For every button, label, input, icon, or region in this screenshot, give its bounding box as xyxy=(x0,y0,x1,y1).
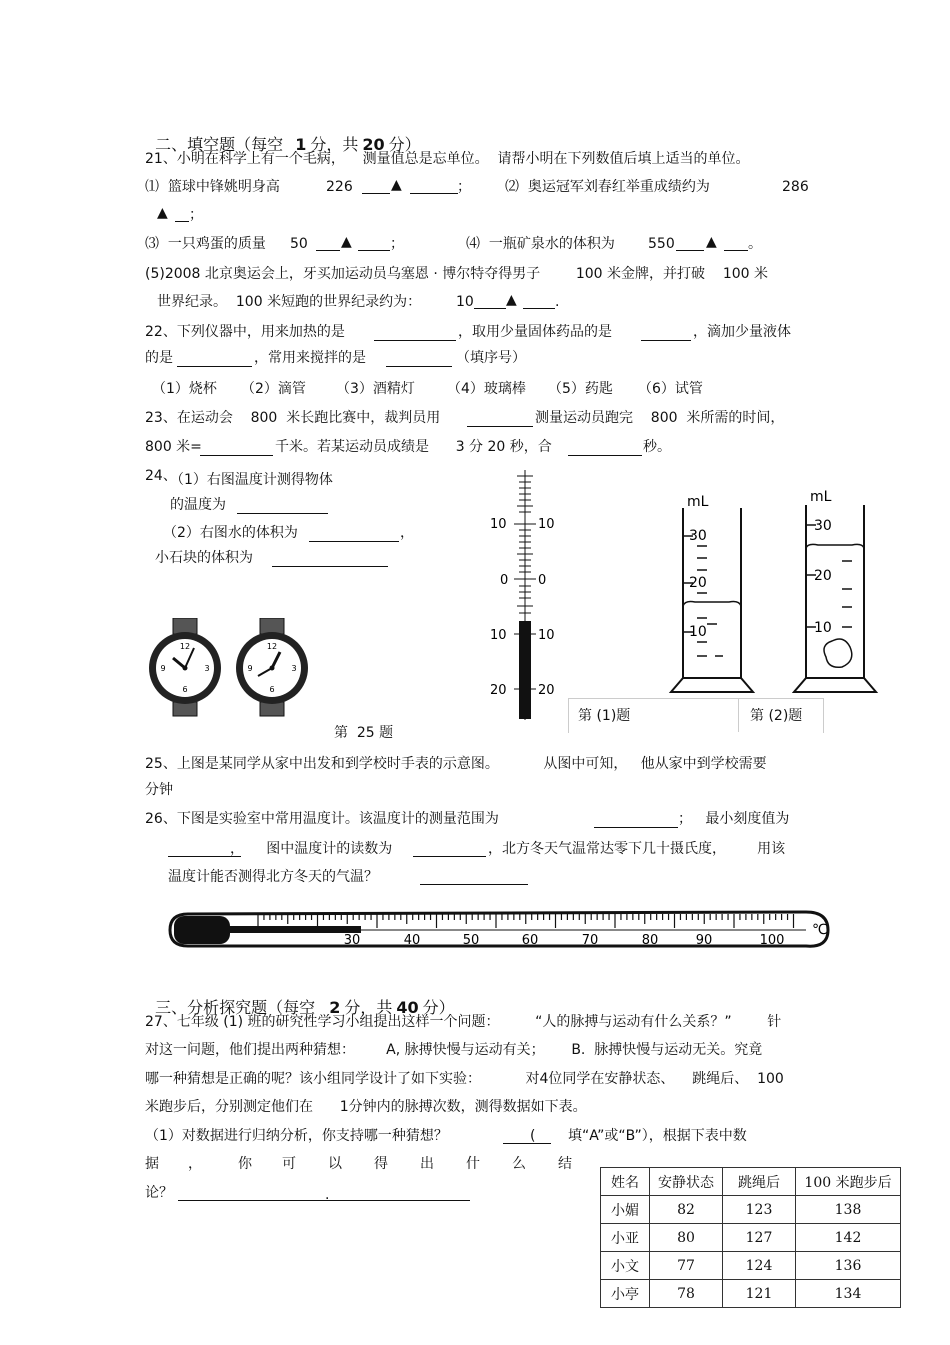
q21-p1-semicolon: ； xyxy=(457,179,471,195)
q22-option-5: （5）药匙 xyxy=(548,381,613,397)
clock-right-6: 6 xyxy=(269,685,275,694)
cyl2-unit: mL xyxy=(810,489,832,505)
section2-heading-text: 二、填空题（每空 xyxy=(155,135,284,154)
cyl2-label-10: 10 xyxy=(814,620,832,636)
q21-p5-line1: (5)2008 北京奥运会上，牙买加运动员乌塞恩 · 博尔特夺得男子 100 米金牌，并打破 100 米 xyxy=(145,266,769,282)
q21-p1: ⑴ 篮球中锋姚明身高 xyxy=(145,179,280,195)
q27-line3: 哪一种猜想是正确的呢？该小组同学设计了如下实验： 对4位同学在安静状态、 跳绳后、 100 xyxy=(145,1071,784,1087)
bar-label-20: 20 xyxy=(285,933,303,948)
clock-right-9: 9 xyxy=(247,664,253,673)
table-row xyxy=(601,1280,901,1308)
q23-timer-blank[interactable] xyxy=(467,426,533,427)
q21-p5-value: 10 xyxy=(456,294,474,310)
q26-reading-blank[interactable] xyxy=(413,856,486,857)
bar-label-70: 70 xyxy=(581,933,599,948)
caption-divider xyxy=(738,698,739,732)
measuring-cylinder-1-figure xyxy=(665,490,765,695)
q26-line2b: ，北方冬天气温常达零下几十摄氏度， 用该 xyxy=(488,841,786,857)
q26-winter-blank[interactable] xyxy=(420,884,528,885)
q21-p4-period: 。 xyxy=(748,236,762,252)
section3-heading-mid: 分，共 xyxy=(344,998,393,1017)
table-row xyxy=(601,1196,901,1224)
q22-stir-blank[interactable] xyxy=(386,366,452,367)
q27-line6-w2: 你 xyxy=(238,1156,252,1172)
q24-line4: 小石块的体积为 xyxy=(155,550,253,566)
q27-line4: 米跑步后，分别测定他们在 1分钟内的脉搏次数，测得数据如下表。 xyxy=(145,1099,587,1115)
therm-left-0: 0 xyxy=(500,573,509,588)
q22-option-4: （4）玻璃棒 xyxy=(447,381,526,397)
q27-line7a: 论？ xyxy=(145,1185,173,1201)
q26-line3: 温度计能否测得北方冬天的气温？ xyxy=(168,869,378,885)
q23-seconds-blank[interactable] xyxy=(568,455,642,456)
watch-right-figure xyxy=(232,618,312,718)
q22-option-1: （1）烧杯 xyxy=(152,381,217,397)
q21-p5-triangle: ▲ xyxy=(506,292,517,308)
therm-right-minus10: 10 xyxy=(538,628,555,643)
q27-line1: 27、七年级 (1) 班的研究性学习小组提出这样一个问题： “人的脉搏与运动有什么关系？” 针 xyxy=(145,1014,782,1030)
q24-line3: （2）右图水的体积为 xyxy=(163,525,298,541)
bar-label-50: 50 xyxy=(462,933,480,948)
section2-heading xyxy=(145,121,421,153)
clock-left-6: 6 xyxy=(182,685,188,694)
q24-temp-blank[interactable] xyxy=(237,513,328,514)
section3-heading-text: 三、分析探究题（每空 xyxy=(155,998,316,1017)
q21-p3-value: 50 xyxy=(290,236,308,252)
table-cell: 82 xyxy=(650,1196,723,1224)
bar-label-30: 30 xyxy=(343,933,361,948)
table-header-rest: 安静状态 xyxy=(650,1168,723,1196)
q22-solid-blank[interactable] xyxy=(641,340,691,341)
q27-line5-paren: ( xyxy=(530,1128,536,1144)
q23-line2c: 秒。 xyxy=(643,439,671,455)
therm-left-minus20: 20 xyxy=(490,683,507,698)
q27-conclusion-blank[interactable] xyxy=(178,1200,470,1201)
q23-line2a: 800 米= xyxy=(145,439,202,455)
clock-left-3: 3 xyxy=(204,664,210,673)
q27-line2: 对这一问题，他们提出两种猜想： A, 脉搏快慢与运动有关； B. 脉搏快慢与运动无关。究竟 xyxy=(145,1042,763,1058)
q21-p1-blank-a[interactable] xyxy=(362,193,390,194)
table-cell: 小亭 xyxy=(601,1280,650,1308)
therm-left-10: 10 xyxy=(490,517,507,532)
section3-heading-tail: 分） xyxy=(422,998,455,1017)
cyl1-unit: mL xyxy=(687,494,709,510)
q22-line1b: ，取用少量固体药品的是 xyxy=(458,324,612,340)
q22-line2b: ，常用来搅拌的是 xyxy=(254,350,366,366)
q21-p2: ⑵ 奥运冠军刘春红举重成绩约为 xyxy=(505,179,710,195)
q21-p4: ⑷ 一瓶矿泉水的体积为 xyxy=(466,236,615,252)
q21-p3-semicolon: ； xyxy=(390,236,404,252)
q21-p1-value: 226 xyxy=(326,179,353,195)
bar-label-80: 80 xyxy=(641,933,659,948)
table-cell: 小文 xyxy=(601,1252,650,1280)
q27-line5c: 填“A”或“B”），根据下表中数 xyxy=(568,1128,747,1144)
q21-p2-value: 286 xyxy=(782,179,809,195)
section2-total: 20 xyxy=(362,135,385,154)
q21-p4-blank-b[interactable] xyxy=(724,250,748,251)
q26-line2a: ， 图中温度计的读数为 xyxy=(230,841,393,857)
therm-right-0: 0 xyxy=(538,573,547,588)
table-cell: 138 xyxy=(796,1196,901,1224)
figure25-caption: 第 25 题 xyxy=(334,725,394,741)
q27-line6-w8: 么 xyxy=(512,1156,526,1172)
table-cell: 80 xyxy=(650,1224,723,1252)
cyl1-label-10: 10 xyxy=(689,624,707,640)
q22-line2a: 的是 xyxy=(145,350,173,366)
q24-line1: （1）右图温度计测得物体 xyxy=(170,472,333,488)
table-cell: 123 xyxy=(723,1196,796,1224)
q21-p3-blank-a[interactable] xyxy=(316,250,340,251)
q27-line6-w6: 出 xyxy=(420,1156,434,1172)
q25-line2: 分钟 xyxy=(145,782,173,798)
cyl1-label-30: 30 xyxy=(689,528,707,544)
table-row xyxy=(601,1224,901,1252)
q21-p2-blank[interactable] xyxy=(175,221,189,222)
q26-line1a: 26、下图是实验室中常用温度计。该温度计的测量范围为 xyxy=(145,811,499,827)
bar-label-90: 90 xyxy=(695,933,713,948)
q27-line5a: （1）对数据进行归纳分析，你支持哪一种猜想？ xyxy=(145,1128,448,1144)
bar-label-100: 100 xyxy=(759,933,785,948)
table-cell: 127 xyxy=(723,1224,796,1252)
q22-liquid-blank[interactable] xyxy=(177,366,252,367)
q21-p3: ⑶ 一只鸡蛋的质量 xyxy=(145,236,266,252)
q21-p4-triangle: ▲ xyxy=(706,234,717,250)
q21-p2-semicolon: ； xyxy=(189,207,203,223)
measuring-cylinder-2-figure xyxy=(792,485,887,695)
table-cell: 小媚 xyxy=(601,1196,650,1224)
table-cell: 134 xyxy=(796,1280,901,1308)
section3-total: 40 xyxy=(396,998,419,1017)
bar-label-60: 60 xyxy=(521,933,539,948)
table-row xyxy=(601,1252,901,1280)
table-cell: 142 xyxy=(796,1224,901,1252)
clock-left-12: 12 xyxy=(179,642,191,651)
watch-left-figure xyxy=(145,618,225,718)
table-header-name: 姓名 xyxy=(601,1168,650,1196)
pulse-data-table xyxy=(600,1167,901,1308)
q27-guess-blank[interactable] xyxy=(503,1143,551,1144)
q25-line1: 25、上图是某同学从家中出发和到学校时手表的示意图。 从图中可知， 他从家中到学校需要 xyxy=(145,756,767,772)
q22-option-3: （3）酒精灯 xyxy=(336,381,415,397)
q23-line1b: 测量运动员跑完 800 米所需的时间， xyxy=(535,410,785,426)
q26-line1b: ； 最小刻度值为 xyxy=(678,811,790,827)
q21-p5-dot: . xyxy=(555,294,560,310)
section3-score-each: 2 xyxy=(329,998,341,1017)
cyl2-label-20: 20 xyxy=(814,568,832,584)
q24-number: 24、 xyxy=(145,468,177,484)
section2-score-each: 1 xyxy=(295,135,307,154)
q21-p4-value: 550 xyxy=(648,236,675,252)
cyl2-label-30: 30 xyxy=(814,518,832,534)
bar-label-40: 40 xyxy=(403,933,421,948)
q21-p4-blank-a[interactable] xyxy=(676,250,704,251)
q21-p2-triangle: ▲ xyxy=(157,205,168,221)
q26-range-blank[interactable] xyxy=(594,827,678,828)
q27-line6-w1: ， xyxy=(188,1156,202,1172)
table-header-rope: 跳绳后 xyxy=(723,1168,796,1196)
q27-line6-w5: 得 xyxy=(374,1156,388,1172)
caption-figure-1: 第 (1)题 xyxy=(578,708,631,724)
clock-left-9: 9 xyxy=(160,664,166,673)
q21-p5-blank-b[interactable] xyxy=(523,308,555,309)
q24-stone-blank[interactable] xyxy=(272,566,388,567)
q21-p5-blank-a[interactable] xyxy=(474,308,506,309)
clock-right-12: 12 xyxy=(266,642,278,651)
q22-option-6: （6）试管 xyxy=(638,381,703,397)
table-cell: 小亚 xyxy=(601,1224,650,1252)
table-header-run: 100 米跑步后 xyxy=(796,1168,901,1196)
section3-heading xyxy=(145,984,455,1016)
q27-line6-w4: 以 xyxy=(328,1156,342,1172)
horizontal-thermometer-figure xyxy=(166,900,838,952)
q21-p3-triangle: ▲ xyxy=(341,234,352,250)
q27-line6-w9: 结 xyxy=(558,1156,572,1172)
q22-line1c: ，滴加少量液体 xyxy=(693,324,791,340)
q24-line3-end: ， xyxy=(400,525,414,541)
section2-heading-tail: 分） xyxy=(388,135,421,154)
caption-figure-2: 第 (2)题 xyxy=(750,708,803,724)
table-cell: 124 xyxy=(723,1252,796,1280)
q24-line2: 的温度为 xyxy=(170,497,226,513)
q23-line2b: 千米。若某运动员成绩是 3 分 20 秒，合 xyxy=(275,439,552,455)
table-cell: 77 xyxy=(650,1252,723,1280)
q21-intro: 21、小明在科学上有一个毛病， 测量值总是忘单位。 请帮小明在下列数值后填上适当的单位。 xyxy=(145,151,750,167)
section2-heading-mid: 分，共 xyxy=(310,135,359,154)
cyl1-label-20: 20 xyxy=(689,575,707,591)
q24-water-blank[interactable] xyxy=(309,541,399,542)
therm-left-minus10: 10 xyxy=(490,628,507,643)
q21-p1-triangle: ▲ xyxy=(391,177,402,193)
table-cell: 78 xyxy=(650,1280,723,1308)
q22-option-2: （2）滴管 xyxy=(241,381,306,397)
clock-right-3: 3 xyxy=(291,664,297,673)
q21-p1-blank-b[interactable] xyxy=(410,193,458,194)
q22-heating-blank[interactable] xyxy=(374,340,456,341)
bar-unit: ℃ xyxy=(812,922,828,938)
table-cell: 121 xyxy=(723,1280,796,1308)
q27-line6-w7: 什 xyxy=(466,1156,480,1172)
q23-line1a: 23、在运动会 800 米长跑比赛中，裁判员用 xyxy=(145,410,441,426)
therm-right-minus20: 20 xyxy=(538,683,555,698)
q27-line6-w0: 据 xyxy=(145,1156,159,1172)
q27-line6-w3: 可 xyxy=(282,1156,296,1172)
q23-km-blank[interactable] xyxy=(200,455,273,456)
table-header-row xyxy=(601,1168,901,1196)
q27-line7-dot: . xyxy=(325,1187,330,1203)
therm-right-10: 10 xyxy=(538,517,555,532)
q22-line2c: （填序号） xyxy=(456,350,526,366)
q22-line1a: 22、下列仪器中，用来加热的是 xyxy=(145,324,345,340)
table-cell: 136 xyxy=(796,1252,901,1280)
q21-p3-blank-b[interactable] xyxy=(358,250,390,251)
q21-p5-line2: 世界纪录。 100 米短跑的世界纪录约为： xyxy=(157,294,422,310)
vertical-thermometer-figure xyxy=(480,466,570,722)
